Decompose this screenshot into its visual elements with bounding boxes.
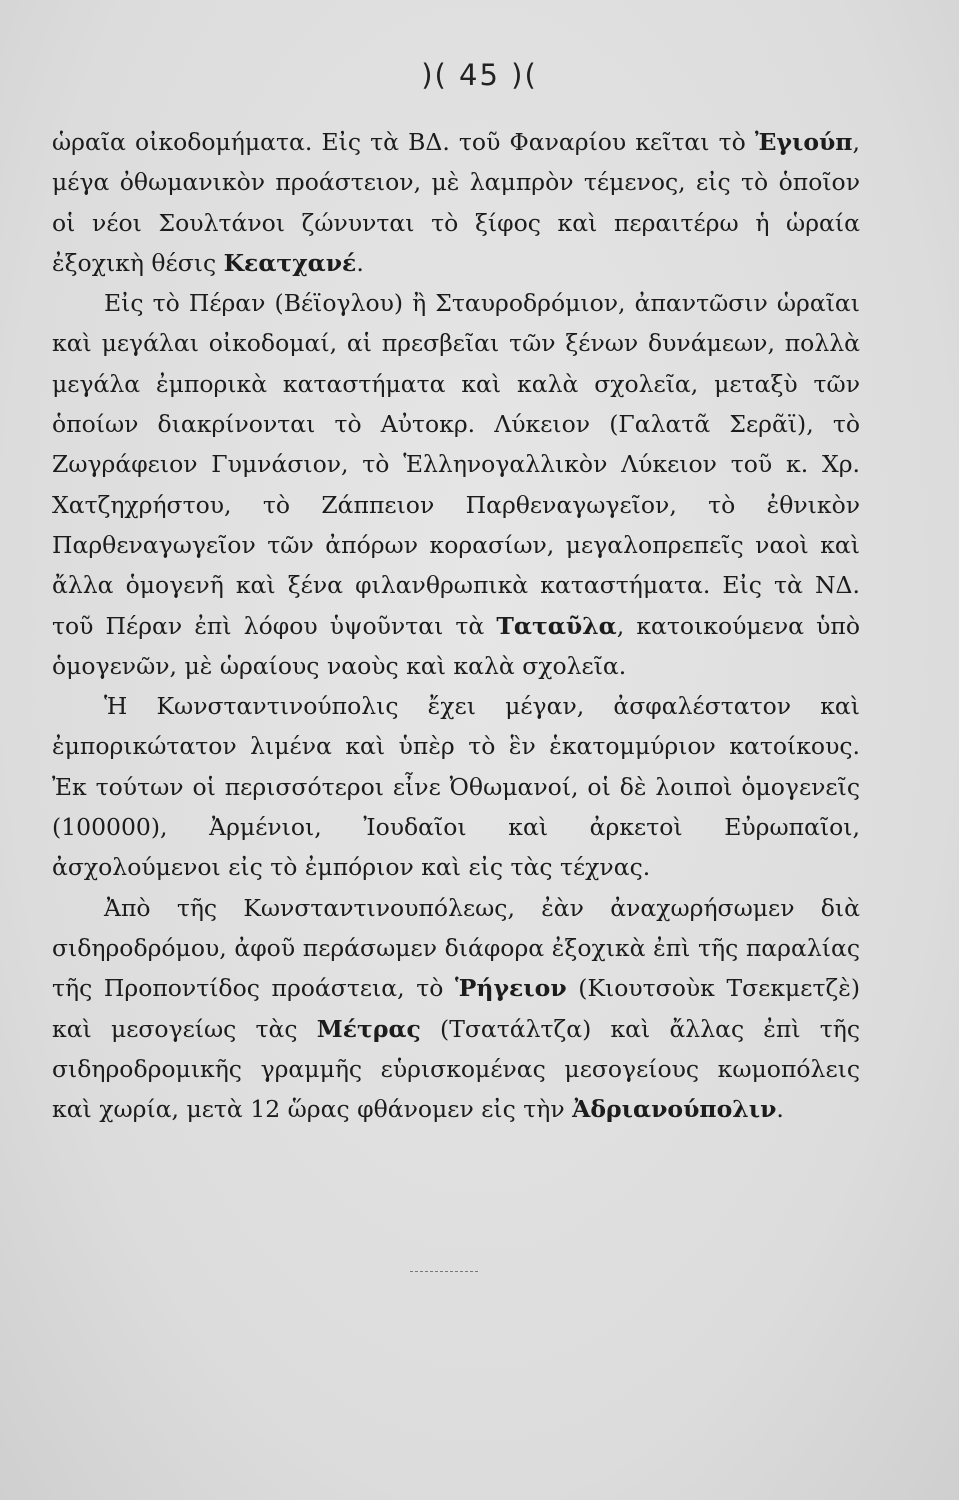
place-name: Ταταῦλα: [496, 611, 617, 640]
text-run: Ἀπὸ τῆς Κωνσταντινουπόλεως, ἐὰν ἀναχωρήσωμεν διὰ σιδηροδρόμου, ἀφοῦ περάσωμεν διάφορα ἐξοχικὰ ἐπὶ τῆς παραλίας τῆς Προποντίδος προάστεια, τὸ: [52, 893, 860, 1003]
text-run: .: [776, 1095, 784, 1124]
place-name: Ἀδριανούπολιν: [572, 1095, 777, 1124]
text-run: , κατοικούμενα ὑπὸ ὁμογενῶν, μὲ ὡραίους ναοὺς καὶ καλὰ σχολεῖα.: [52, 611, 861, 680]
place-name: Ἐγιούπ: [754, 128, 853, 156]
paragraph-2: [52, 283, 860, 686]
paragraph-4: [52, 888, 860, 1130]
text-run: ὡραῖα οἰκοδομήματα. Εἰς τὰ ΒΔ. τοῦ Φαναρίου κεῖται τὸ: [52, 128, 755, 156]
text-run: .: [356, 248, 364, 277]
place-name: Μέτρας: [316, 1014, 421, 1043]
place-name: Κεατχανέ: [223, 248, 357, 277]
text-run: Εἰς τὸ Πέραν (Βέϊογλου) ἢ Σταυροδρόμιον, ἀπαντῶσιν ὡραῖαι καὶ μεγάλαι οἰκοδομαί, αἱ πρεσβεῖαι τῶν ξένων δυνάμεων, πολλὰ μεγάλα ἐμπορικὰ καταστήματα καὶ καλὰ σχολεῖα, μεταξὺ τῶν ὁποίων διακρίνονται τὸ Αὐτοκρ. Λύκειον (Γαλατᾶ Σερᾶϊ), τὸ Ζωγράφειον Γυμνάσιον, τὸ Ἑλληνογαλλικὸν Λύκειον τοῦ κ. Χρ. Χατζηχρήστου, τὸ Ζάππειον Παρθεναγωγεῖον, τὸ ἐθνικὸν Παρθεναγωγεῖον τῶν ἀπόρων κορασίων, μεγαλοπρεπεῖς ναοὶ καὶ ἄλλα ὁμογενῆ καὶ ξένα φιλανθρωπικὰ καταστήματα. Εἰς τὰ ΝΔ. τοῦ Πέραν ἐπὶ λόφου ὑψοῦνται τὰ: [52, 289, 860, 640]
text-run: (Τσατάλτζα) καὶ ἄλλας ἐπὶ τῆς σιδηροδρομικῆς γραμμῆς εὑρισκομένας μεσογείους κωμοπόλεις καὶ χωρία, μετὰ 12 ὥρας φθάνομεν εἰς τὴν: [52, 1014, 860, 1124]
text-run: Ἡ Κωνσταντινούπολις ἔχει μέγαν, ἀσφαλέστατον καὶ ἐμπορικώτατον λιμένα καὶ ὑπὲρ τὸ ἓν ἑκατομμύριον κατοίκους. Ἐκ τούτων οἱ περισσότεροι εἶνε Ὀθωμανοί, οἱ δὲ λοιποὶ ὁμογενεῖς (100000), Ἀρμένιοι, Ἰουδαῖοι καὶ ἀρκετοὶ Εὐρωπαῖοι, ἀσχολούμενοι εἰς τὸ ἐμπόριον καὶ εἰς τὰς τέχνας.: [52, 692, 860, 882]
paragraph-3: [52, 686, 860, 887]
place-name: Ῥήγειον: [455, 974, 567, 1003]
page-number-header: )( 45 )(: [421, 58, 538, 92]
text-run: , μέγα ὀθωμανικὸν προάστειον, μὲ λαμπρὸν τέμενος, εἰς τὸ ὁποῖον οἱ νέοι Σουλτάνοι ζώνυνται τὸ ξίφος καὶ περαιτέρω ἡ ὡραία ἐξοχικὴ θέσις: [52, 128, 860, 277]
body-text: [52, 122, 860, 1129]
text-run: (Κιουτσοὺκ Τσεκμετζὲ) καὶ μεσογείως τὰς: [52, 974, 860, 1043]
end-rule-divider: [410, 1271, 478, 1272]
paragraph-1: [52, 122, 860, 283]
